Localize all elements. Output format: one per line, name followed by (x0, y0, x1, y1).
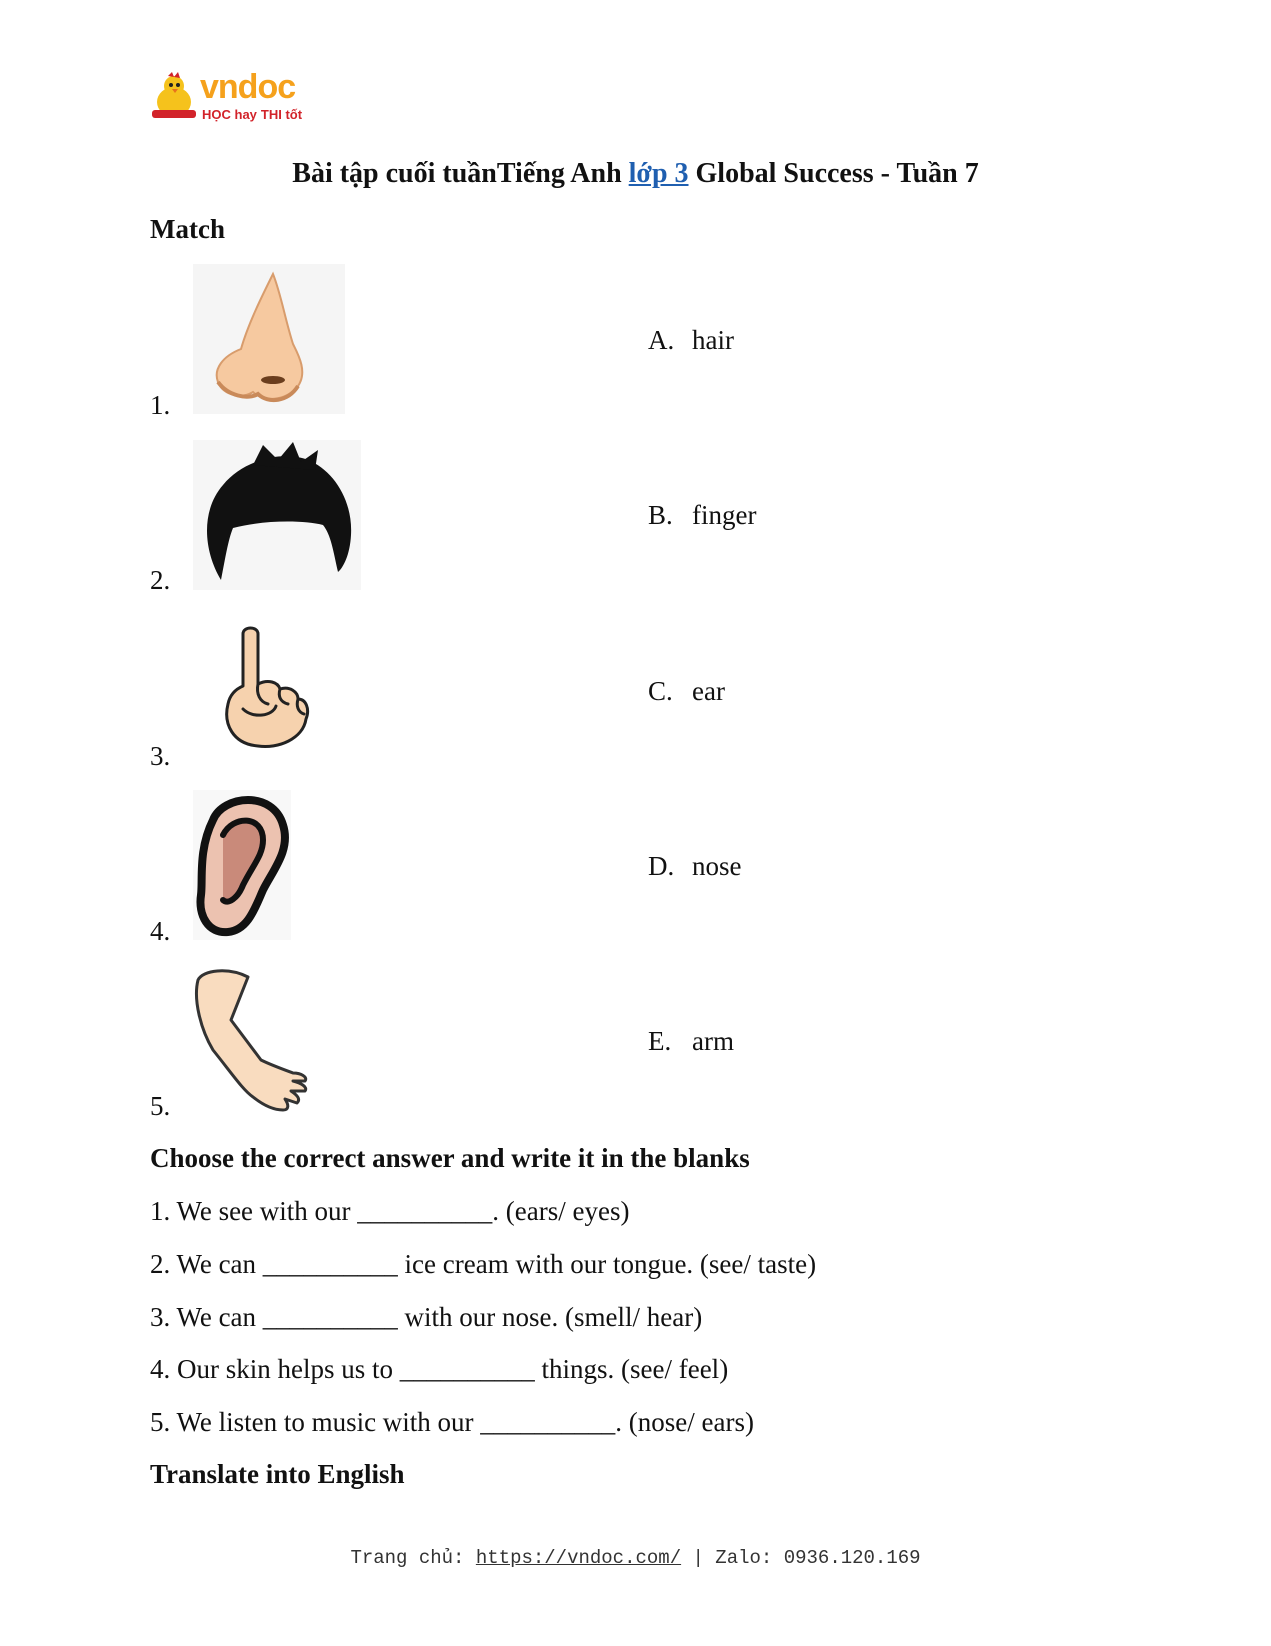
match-number-4: 4. (150, 916, 171, 946)
choose-item-2: 2. We can __________ ice cream with our tongue. (see/ taste) (150, 1249, 817, 1279)
match-number-5: 5. (150, 1091, 171, 1121)
logo-slogan (202, 107, 302, 122)
choose-item-1: 1. We see with our __________. (ears/ eyes) (150, 1196, 630, 1226)
match-number-2: 2. (150, 565, 171, 595)
title-before: Bài tập cuối tuầnTiếng Anh (292, 158, 629, 189)
match-heading: Match (150, 214, 225, 244)
option-word: ear (692, 676, 725, 706)
match-option-c (648, 676, 725, 707)
title-grade-link[interactable]: lớp 3 (628, 158, 689, 189)
ear-picture (193, 790, 291, 940)
option-letter: B. (648, 500, 673, 530)
footer-contact: | Zalo: 0936.120.169 (681, 1547, 921, 1569)
match-number-3: 3. (150, 741, 171, 771)
arm-picture (193, 965, 318, 1117)
match-option-a (648, 325, 734, 356)
option-word: hair (692, 325, 734, 355)
choose-heading: Choose the correct answer and write it in the blanks (150, 1143, 750, 1173)
vndoc-logo[interactable] (150, 68, 320, 127)
logo-brand: vndoc (200, 68, 296, 106)
chick-mascot-icon (150, 72, 198, 122)
page-footer (0, 1547, 1271, 1569)
option-letter: C. (648, 676, 673, 706)
choose-item-4: 4. Our skin helps us to __________ things. (see/ feel) (150, 1354, 729, 1384)
option-letter: D. (648, 851, 675, 881)
match-number-1: 1. (150, 390, 171, 420)
logo-slogan-part2: THI tốt (260, 107, 303, 122)
option-letter: A. (648, 325, 675, 355)
option-word: finger (692, 500, 757, 530)
page-title (0, 158, 1271, 190)
footer-url-link[interactable]: https://vndoc.com/ (475, 1547, 682, 1569)
translate-heading: Translate into English (150, 1459, 405, 1489)
match-option-d (648, 851, 742, 882)
choose-item-5: 5. We listen to music with our __________. (nose/ ears) (150, 1407, 754, 1437)
option-letter: E. (648, 1026, 672, 1056)
logo-slogan-part1: HỌC hay (202, 107, 257, 122)
option-word: nose (692, 851, 742, 881)
match-option-e (648, 1026, 734, 1057)
footer-label: Trang chủ: (350, 1547, 476, 1569)
nose-picture (193, 264, 345, 414)
finger-picture (218, 624, 313, 754)
match-option-b (648, 500, 756, 531)
option-word: arm (692, 1026, 734, 1056)
hair-picture (193, 440, 361, 590)
choose-item-3: 3. We can __________ with our nose. (smell/ hear) (150, 1302, 703, 1332)
title-after: Global Success - Tuần 7 (688, 158, 979, 189)
